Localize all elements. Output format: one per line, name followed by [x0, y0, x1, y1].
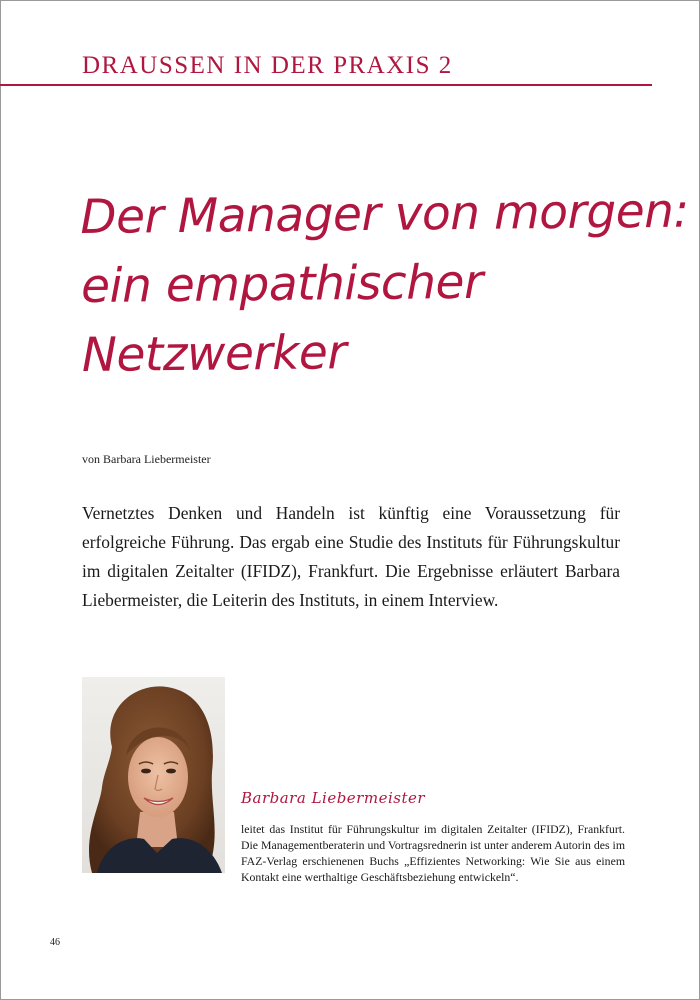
page-number: 46 [50, 937, 60, 948]
title-line-2: ein empathischer [80, 255, 484, 315]
byline: von Barbara Liebermeister [82, 452, 211, 466]
title-line-1: Der Manager von morgen: [80, 184, 689, 246]
title-line-3: Netzwerker [81, 325, 347, 384]
author-bio: leitet das Institut für Führungskultur im digitalen Zeitalter (IFIDZ), Frankfurt. Die Managementberaterin und Vortragsrednerin ist unter anderem Autorin des im FAZ-Verlag erschienenen Buchs „Effizientes Networking: Wie Sie aus einem Kontakt eine werthaltige Geschäftsbeziehung entwickeln“. [241, 821, 625, 885]
article-title [80, 177, 689, 390]
header-rule [0, 84, 652, 86]
section-header: DRAUSSEN IN DER PRAXIS 2 [82, 52, 453, 79]
author-name: Barbara Liebermeister [241, 789, 426, 807]
lead-paragraph: Vernetztes Denken und Handeln ist künftig eine Voraussetzung für erfolgreiche Führung. Das ergab eine Studie des Instituts für Führungskultur im digitalen Zeitalter (IFIDZ), Frankfurt. Die Ergebnisse erläutert Barbara Liebermeister, die Leiterin des Instituts, in einem Interview. [82, 503, 620, 611]
author-photo [82, 677, 225, 873]
